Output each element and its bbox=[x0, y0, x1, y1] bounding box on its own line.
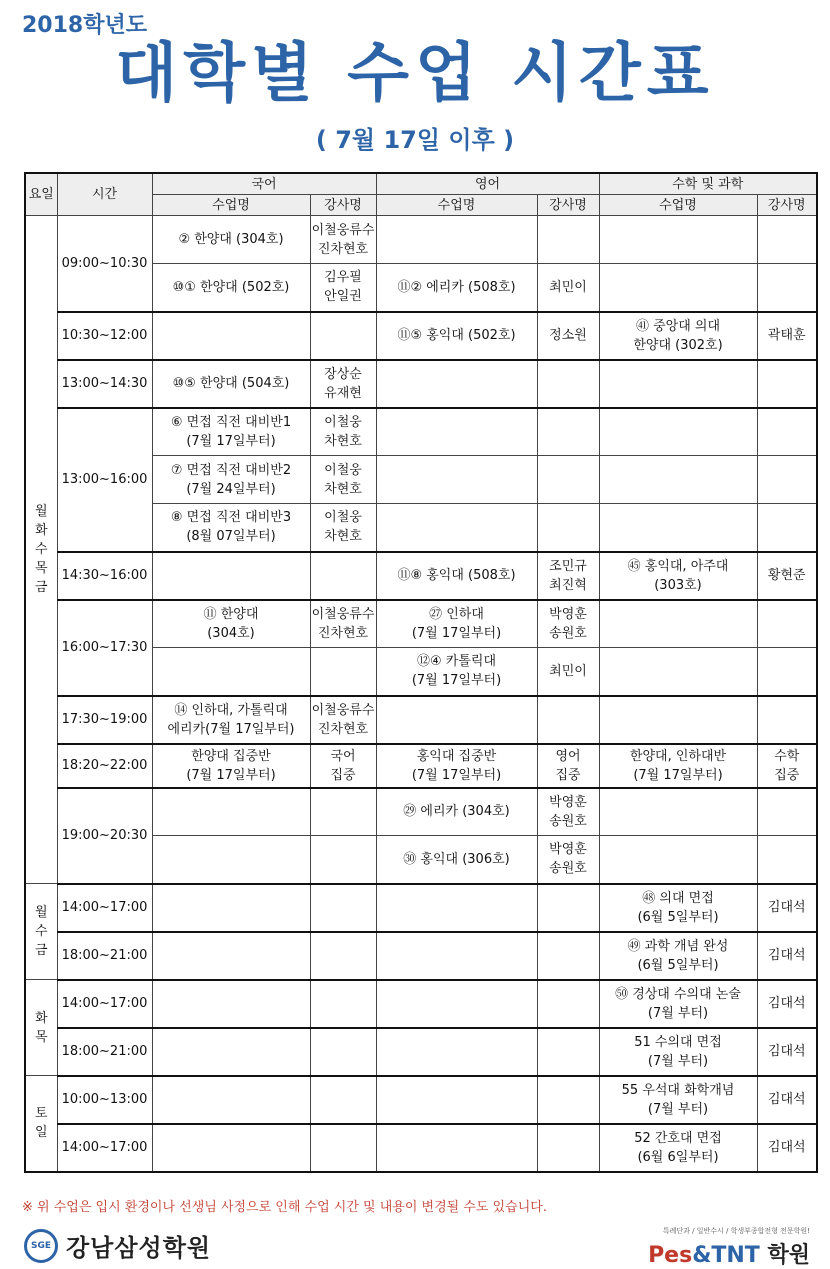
cell-text-line: 김우필 bbox=[324, 270, 362, 286]
korean-class-cell bbox=[152, 696, 310, 744]
cell-text-line: (7월 17일부터) bbox=[186, 433, 276, 449]
english-teacher-cell bbox=[537, 1076, 599, 1124]
time-cell bbox=[57, 788, 152, 884]
cell-text-line: 18:00~21:00 bbox=[61, 948, 148, 963]
math-teacher-cell bbox=[757, 744, 817, 788]
english-teacher-cell bbox=[537, 504, 599, 552]
sge-logo-icon bbox=[24, 1229, 58, 1263]
english-class-cell bbox=[376, 1124, 537, 1172]
math-class-cell bbox=[599, 312, 757, 360]
cell-text-line: ㉙ 에리카 (304호) bbox=[403, 804, 510, 820]
english-class-cell bbox=[376, 788, 537, 836]
academy-name-right bbox=[648, 1243, 810, 1268]
math-teacher-cell bbox=[757, 1028, 817, 1076]
cell-text-line: 김대석 bbox=[767, 1140, 806, 1155]
cell-text-line: 수학 bbox=[774, 748, 800, 764]
english-class-cell bbox=[376, 696, 537, 744]
cell-text-line: 송원호 bbox=[549, 625, 587, 641]
cell-text-line: 10:30~12:00 bbox=[61, 328, 148, 343]
cell-text-line: (7월 부터) bbox=[647, 1101, 709, 1117]
academy-logo-left bbox=[24, 1228, 211, 1263]
table-row bbox=[25, 408, 817, 456]
korean-class-cell bbox=[152, 980, 310, 1028]
cell-text-line: ㊶ 중앙대 의대 bbox=[635, 318, 721, 334]
math-teacher-cell bbox=[757, 312, 817, 360]
math-teacher-cell bbox=[757, 836, 817, 884]
col-header-class: 수업명 bbox=[599, 195, 757, 216]
table-row bbox=[25, 788, 817, 836]
korean-class-cell bbox=[152, 600, 310, 648]
academy-name-left: 강남삼성학원 bbox=[66, 1234, 212, 1262]
korean-teacher-cell bbox=[310, 216, 376, 264]
table-row bbox=[25, 980, 817, 1028]
cell-text-line: 최민이 bbox=[549, 279, 587, 295]
day-char: 금 bbox=[34, 580, 48, 595]
cell-text-line: 18:20~22:00 bbox=[61, 758, 148, 773]
cell-text-line: (304호) bbox=[207, 625, 255, 641]
table-row bbox=[25, 1028, 817, 1076]
cell-text-line: 이철웅류수 bbox=[311, 222, 375, 238]
korean-teacher-cell bbox=[310, 1124, 376, 1172]
day-char: 화 bbox=[34, 1010, 48, 1026]
english-class-cell bbox=[376, 312, 537, 360]
cell-text-line: (7월 부터) bbox=[647, 1053, 709, 1069]
cell-text-line: 14:30~16:00 bbox=[61, 568, 148, 583]
time-cell bbox=[57, 696, 152, 744]
brand-part-1: Pes bbox=[648, 1243, 693, 1268]
cell-text-line: 한양대, 인하대반 bbox=[629, 748, 727, 764]
col-header-time: 시간 bbox=[57, 173, 152, 216]
cell-text-line: ⑦ 면접 직전 대비반2 bbox=[170, 462, 292, 478]
english-class-cell bbox=[376, 552, 537, 600]
day-char: 화 bbox=[34, 523, 48, 538]
math-class-cell bbox=[599, 980, 757, 1028]
time-cell bbox=[57, 1076, 152, 1124]
english-teacher-cell bbox=[537, 932, 599, 980]
schedule-table bbox=[24, 172, 818, 1173]
cell-text-line: 집중 bbox=[330, 767, 356, 783]
korean-teacher-cell bbox=[310, 836, 376, 884]
table-row bbox=[25, 312, 817, 360]
cell-text-line: 최민이 bbox=[549, 663, 587, 679]
math-teacher-cell bbox=[757, 600, 817, 648]
cell-text-line: ㊺ 홍익대, 아주대 bbox=[627, 558, 729, 574]
disclaimer-note: ※ 위 수업은 입시 환경이나 선생님 사정으로 인해 수업 시간 및 내용이 변경될 수도 있습니다. bbox=[22, 1200, 547, 1215]
cell-text-line: 홍익대 집중반 bbox=[416, 748, 497, 764]
cell-text-line: 김대석 bbox=[767, 1092, 806, 1107]
col-header-teacher: 강사명 bbox=[537, 195, 599, 216]
math-class-cell bbox=[599, 1124, 757, 1172]
english-teacher-cell bbox=[537, 744, 599, 788]
cell-text-line: 김대석 bbox=[767, 948, 806, 963]
cell-text-line: ② 한양대 (304호) bbox=[178, 232, 284, 247]
cell-text-line: 유재현 bbox=[324, 385, 362, 401]
korean-teacher-cell bbox=[310, 360, 376, 408]
cell-text-line: 14:00~17:00 bbox=[61, 1140, 148, 1155]
cell-text-line: 진차현호 bbox=[317, 241, 369, 257]
time-cell bbox=[57, 1028, 152, 1076]
korean-class-cell bbox=[152, 1028, 310, 1076]
korean-class-cell bbox=[152, 504, 310, 552]
cell-text-line: 황현준 bbox=[767, 568, 806, 583]
math-class-cell bbox=[599, 884, 757, 932]
time-cell bbox=[57, 216, 152, 312]
col-header-class: 수업명 bbox=[376, 195, 537, 216]
math-teacher-cell bbox=[757, 360, 817, 408]
korean-teacher-cell bbox=[310, 408, 376, 456]
cell-text-line: 박영훈 bbox=[549, 842, 587, 858]
english-teacher-cell bbox=[537, 216, 599, 264]
math-teacher-cell bbox=[757, 264, 817, 312]
cell-text-line: 영어 bbox=[555, 748, 581, 764]
english-teacher-cell bbox=[537, 1124, 599, 1172]
math-class-cell bbox=[599, 1028, 757, 1076]
korean-class-cell bbox=[152, 1124, 310, 1172]
korean-class-cell bbox=[152, 312, 310, 360]
korean-class-cell bbox=[152, 788, 310, 836]
cell-text-line: 13:00~14:30 bbox=[61, 376, 148, 391]
cell-text-line: ㊽ 의대 면접 bbox=[642, 890, 714, 906]
day-char: 월 bbox=[34, 504, 48, 519]
cell-text-line: (7월 17일부터) bbox=[411, 673, 502, 689]
math-teacher-cell bbox=[757, 696, 817, 744]
korean-class-cell bbox=[152, 408, 310, 456]
cell-text-line: (7월 17일부터) bbox=[186, 767, 276, 783]
time-cell bbox=[57, 1124, 152, 1172]
cell-text-line: 정소원 bbox=[549, 328, 587, 343]
cell-text-line: ⑫④ 카톨릭대 bbox=[416, 654, 497, 670]
time-cell bbox=[57, 884, 152, 932]
col-header-class: 수업명 bbox=[152, 195, 310, 216]
math-teacher-cell bbox=[757, 1124, 817, 1172]
day-char: 수 bbox=[34, 542, 48, 557]
col-header-math-science: 수학 및 과학 bbox=[599, 173, 817, 195]
cell-text-line: ㊾ 과학 개념 완성 bbox=[627, 938, 729, 954]
day-char: 수 bbox=[34, 924, 48, 939]
col-header-teacher: 강사명 bbox=[310, 195, 376, 216]
table-row bbox=[25, 932, 817, 980]
cell-text-line: 박영훈 bbox=[549, 606, 587, 622]
korean-teacher-cell bbox=[310, 456, 376, 504]
english-class-cell bbox=[376, 216, 537, 264]
cell-text-line: 14:00~17:00 bbox=[61, 996, 148, 1011]
table-row bbox=[25, 884, 817, 932]
math-class-cell bbox=[599, 504, 757, 552]
korean-teacher-cell bbox=[310, 980, 376, 1028]
cell-text-line: 집중 bbox=[774, 767, 800, 783]
cell-text-line: 10:00~13:00 bbox=[61, 1092, 148, 1107]
english-class-cell bbox=[376, 1076, 537, 1124]
col-header-english: 영어 bbox=[376, 173, 599, 195]
time-cell bbox=[57, 312, 152, 360]
cell-text-line: 진차현호 bbox=[317, 721, 369, 737]
table-row bbox=[25, 216, 817, 264]
korean-class-cell bbox=[152, 456, 310, 504]
cell-text-line: (6월 5일부터) bbox=[637, 909, 719, 925]
time-cell bbox=[57, 552, 152, 600]
english-class-cell bbox=[376, 744, 537, 788]
math-class-cell bbox=[599, 1076, 757, 1124]
table-row bbox=[25, 360, 817, 408]
korean-teacher-cell bbox=[310, 932, 376, 980]
korean-teacher-cell bbox=[310, 1076, 376, 1124]
english-teacher-cell bbox=[537, 456, 599, 504]
korean-class-cell bbox=[152, 744, 310, 788]
cell-text-line: 에리카(7월 17일부터) bbox=[167, 721, 295, 737]
cell-text-line: 이철웅류수 bbox=[311, 702, 375, 718]
cell-text-line: 곽태훈 bbox=[767, 328, 806, 343]
time-cell bbox=[57, 360, 152, 408]
brand-part-2: &TNT bbox=[692, 1243, 760, 1268]
day-char: 목 bbox=[34, 561, 48, 576]
korean-teacher-cell bbox=[310, 648, 376, 696]
english-class-cell bbox=[376, 1028, 537, 1076]
cell-text-line: 52 간호대 면접 bbox=[634, 1130, 722, 1146]
english-class-cell bbox=[376, 504, 537, 552]
time-cell bbox=[57, 980, 152, 1028]
cell-text-line: 진차현호 bbox=[317, 625, 369, 641]
page-title: 대학별 수업 시간표 bbox=[115, 37, 715, 111]
math-class-cell bbox=[599, 648, 757, 696]
cell-text-line: ⑪⑤ 홍익대 (502호) bbox=[397, 328, 516, 343]
table-row bbox=[25, 1124, 817, 1172]
day-char: 금 bbox=[34, 943, 48, 958]
math-class-cell bbox=[599, 788, 757, 836]
table-row bbox=[25, 696, 817, 744]
cell-text-line: 55 우석대 화학개념 bbox=[621, 1082, 735, 1098]
cell-text-line: 한양대 (302호) bbox=[633, 337, 723, 353]
col-header-day: 요일 bbox=[25, 173, 57, 216]
korean-teacher-cell bbox=[310, 312, 376, 360]
cell-text-line: 송원호 bbox=[549, 861, 587, 877]
math-class-cell bbox=[599, 744, 757, 788]
english-teacher-cell bbox=[537, 600, 599, 648]
cell-text-line: ⑭ 인하대, 가톨릭대 bbox=[174, 702, 288, 718]
cell-text-line: 차현호 bbox=[324, 481, 362, 497]
korean-teacher-cell bbox=[310, 884, 376, 932]
col-header-korean: 국어 bbox=[152, 173, 376, 195]
math-teacher-cell bbox=[757, 788, 817, 836]
brand-part-3: 학원 bbox=[759, 1243, 810, 1268]
cell-text-line: 김대석 bbox=[767, 996, 806, 1011]
cell-text-line: 51 수의대 면접 bbox=[634, 1034, 722, 1050]
cell-text-line: ⑩⑤ 한양대 (504호) bbox=[172, 376, 290, 391]
math-teacher-cell bbox=[757, 504, 817, 552]
page-subtitle: ( 7월 17일 이후 ) bbox=[315, 126, 515, 154]
cell-text-line: (7월 부터) bbox=[647, 1005, 709, 1021]
math-teacher-cell bbox=[757, 1076, 817, 1124]
year-label: 2018학년도 bbox=[22, 13, 147, 38]
korean-class-cell bbox=[152, 264, 310, 312]
math-class-cell bbox=[599, 552, 757, 600]
cell-text-line: 13:00~16:00 bbox=[61, 472, 148, 487]
math-teacher-cell bbox=[757, 216, 817, 264]
cell-text-line: 18:00~21:00 bbox=[61, 1044, 148, 1059]
english-class-cell bbox=[376, 648, 537, 696]
time-cell bbox=[57, 744, 152, 788]
time-cell bbox=[57, 600, 152, 696]
cell-text-line: 09:00~10:30 bbox=[61, 255, 148, 271]
korean-class-cell bbox=[152, 216, 310, 264]
cell-text-line: 송원호 bbox=[549, 813, 587, 829]
english-class-cell bbox=[376, 264, 537, 312]
cell-text-line: 이철웅류수 bbox=[311, 606, 375, 622]
english-teacher-cell bbox=[537, 788, 599, 836]
cell-text-line: 이철웅 bbox=[324, 414, 362, 430]
korean-teacher-cell bbox=[310, 744, 376, 788]
day-cell bbox=[25, 1076, 57, 1172]
math-class-cell bbox=[599, 456, 757, 504]
english-teacher-cell bbox=[537, 360, 599, 408]
cell-text-line: 이철웅 bbox=[324, 462, 362, 478]
cell-text-line: ⑪ 한양대 bbox=[203, 606, 259, 622]
cell-text-line: ㉗ 인하대 bbox=[429, 606, 484, 622]
cell-text-line: 조민규 bbox=[549, 558, 587, 574]
english-class-cell bbox=[376, 456, 537, 504]
day-char: 토 bbox=[34, 1106, 48, 1122]
math-class-cell bbox=[599, 216, 757, 264]
academy-tagline: 특례단과 / 일반수시 / 학생부종합전형 전문학원! bbox=[662, 1227, 810, 1235]
time-cell bbox=[57, 932, 152, 980]
cell-text-line: (7월 24일부터) bbox=[186, 481, 276, 497]
sge-logo-mark: SGE bbox=[30, 1240, 52, 1251]
day-char: 월 bbox=[34, 905, 48, 920]
korean-class-cell bbox=[152, 932, 310, 980]
korean-teacher-cell bbox=[310, 600, 376, 648]
table-row bbox=[25, 1076, 817, 1124]
cell-text-line: 안일권 bbox=[324, 289, 362, 305]
cell-text-line: ㉚ 홍익대 (306호) bbox=[403, 851, 510, 867]
korean-teacher-cell bbox=[310, 552, 376, 600]
english-teacher-cell bbox=[537, 264, 599, 312]
english-class-cell bbox=[376, 932, 537, 980]
korean-teacher-cell bbox=[310, 788, 376, 836]
english-teacher-cell bbox=[537, 408, 599, 456]
cell-text-line: 16:00~17:30 bbox=[61, 640, 148, 655]
cell-text-line: ⑥ 면접 직전 대비반1 bbox=[170, 414, 292, 430]
english-class-cell bbox=[376, 884, 537, 932]
korean-teacher-cell bbox=[310, 1028, 376, 1076]
english-class-cell bbox=[376, 836, 537, 884]
cell-text-line: 집중 bbox=[555, 767, 581, 783]
cell-text-line: 차현호 bbox=[324, 433, 362, 449]
math-class-cell bbox=[599, 600, 757, 648]
math-teacher-cell bbox=[757, 552, 817, 600]
cell-text-line: 17:30~19:00 bbox=[61, 712, 148, 727]
day-cell bbox=[25, 216, 57, 884]
math-teacher-cell bbox=[757, 980, 817, 1028]
cell-text-line: 최진혁 bbox=[549, 577, 587, 593]
cell-text-line: 한양대 집중반 bbox=[191, 748, 271, 764]
english-teacher-cell bbox=[537, 648, 599, 696]
english-class-cell bbox=[376, 600, 537, 648]
cell-text-line: (6월 5일부터) bbox=[637, 957, 719, 973]
cell-text-line: ⑪⑧ 홍익대 (508호) bbox=[397, 568, 516, 583]
math-teacher-cell bbox=[757, 408, 817, 456]
cell-text-line: 박영훈 bbox=[549, 794, 587, 810]
day-cell bbox=[25, 980, 57, 1076]
korean-teacher-cell bbox=[310, 696, 376, 744]
cell-text-line: 장상순 bbox=[324, 366, 362, 382]
english-class-cell bbox=[376, 360, 537, 408]
korean-class-cell bbox=[152, 1076, 310, 1124]
cell-text-line: 국어 bbox=[330, 748, 356, 764]
math-teacher-cell bbox=[757, 884, 817, 932]
math-class-cell bbox=[599, 264, 757, 312]
cell-text-line: (8월 07일부터) bbox=[186, 529, 276, 545]
korean-class-cell bbox=[152, 648, 310, 696]
math-class-cell bbox=[599, 932, 757, 980]
cell-text-line: 김대석 bbox=[767, 1044, 806, 1059]
english-teacher-cell bbox=[537, 884, 599, 932]
cell-text-line: (7월 17일부터) bbox=[411, 767, 502, 783]
english-teacher-cell bbox=[537, 312, 599, 360]
math-class-cell bbox=[599, 408, 757, 456]
day-char: 일 bbox=[34, 1125, 48, 1141]
math-class-cell bbox=[599, 836, 757, 884]
korean-class-cell bbox=[152, 836, 310, 884]
table-row bbox=[25, 600, 817, 648]
english-teacher-cell bbox=[537, 1028, 599, 1076]
english-teacher-cell bbox=[537, 980, 599, 1028]
cell-text-line: 14:00~17:00 bbox=[61, 900, 148, 915]
cell-text-line: ⑪② 에리카 (508호) bbox=[397, 279, 516, 295]
table-row bbox=[25, 744, 817, 788]
cell-text-line: ㊿ 경상대 수의대 논술 bbox=[615, 986, 741, 1002]
cell-text-line: 이철웅 bbox=[324, 510, 362, 526]
korean-class-cell bbox=[152, 360, 310, 408]
english-class-cell bbox=[376, 980, 537, 1028]
math-teacher-cell bbox=[757, 648, 817, 696]
cell-text-line: ⑩① 한양대 (502호) bbox=[172, 279, 290, 295]
day-char: 목 bbox=[34, 1029, 48, 1045]
cell-text-line: 차현호 bbox=[324, 529, 362, 545]
math-class-cell bbox=[599, 360, 757, 408]
cell-text-line: (7월 17일부터) bbox=[411, 625, 502, 641]
academy-logo-right bbox=[648, 1226, 810, 1269]
cell-text-line: (6월 6일부터) bbox=[637, 1149, 719, 1165]
korean-class-cell bbox=[152, 552, 310, 600]
col-header-teacher: 강사명 bbox=[757, 195, 817, 216]
math-teacher-cell bbox=[757, 932, 817, 980]
korean-class-cell bbox=[152, 884, 310, 932]
cell-text-line: ⑧ 면접 직전 대비반3 bbox=[170, 510, 292, 526]
cell-text-line: 19:00~20:30 bbox=[61, 828, 148, 843]
english-teacher-cell bbox=[537, 696, 599, 744]
english-class-cell bbox=[376, 408, 537, 456]
table-row bbox=[25, 552, 817, 600]
cell-text-line: 김대석 bbox=[767, 900, 806, 915]
english-teacher-cell bbox=[537, 552, 599, 600]
time-cell bbox=[57, 408, 152, 552]
korean-teacher-cell bbox=[310, 264, 376, 312]
day-cell bbox=[25, 884, 57, 980]
english-teacher-cell bbox=[537, 836, 599, 884]
cell-text-line: (7월 17일부터) bbox=[633, 767, 723, 783]
cell-text-line: (303호) bbox=[654, 577, 702, 593]
math-teacher-cell bbox=[757, 456, 817, 504]
math-class-cell bbox=[599, 696, 757, 744]
korean-teacher-cell bbox=[310, 504, 376, 552]
